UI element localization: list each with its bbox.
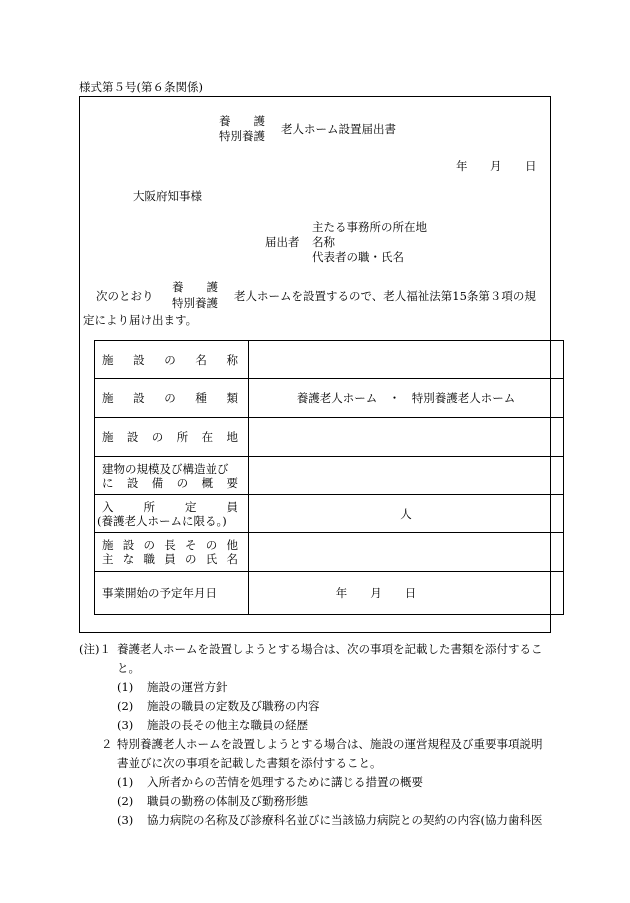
table-row: [95, 457, 564, 495]
capacity-label: 入 所 定 員 (養護老人ホームに限る。): [95, 495, 249, 533]
list-item: (2) 職員の勤務の体制及び勤務形態: [117, 794, 308, 808]
notes-section: (注)１ 養護老人ホームを設置しようとする場合は、次の事項を記載した書類を添付するこ と。 (1) 施設の運営方針 (2) 施設の職員の定数及び職務の内容 (3) 施設の長その他主な職員の経歴 ２ 特別養護老人ホームを設置しようとする場合は、施設の運営規程及び重要事項説明 書並びに次の事項を記載した書類を添付すること。 (1) 入所者からの苦情を処理するために講じる措置の概要 (2) 職員の勤務の体制及び勤務形態 (3) 協力病院の名称及び診療科名並びに当該協力病院との契約の内容(協力歯科医: [79, 640, 559, 830]
applicant-label: 届出者: [265, 235, 300, 249]
addressee: 大阪府知事様: [133, 189, 202, 203]
title-option-special-nursing: 特別養護: [219, 129, 265, 143]
list-item: (2) 施設の職員の定数及び職務の内容: [117, 699, 320, 713]
title-option-nursing: 養 護: [219, 114, 265, 128]
building-scale-label: 建物の規模及び構造並び に 設 備 の 概 要: [95, 457, 249, 495]
body-text-post: 老人ホームを設置するので、老人福祉法第15条第３項の規: [234, 289, 536, 303]
building-scale-field[interactable]: [249, 457, 564, 495]
start-date-value[interactable]: 年 月 日: [249, 572, 564, 615]
list-item: (3) 協力病院の名称及び診療科名並びに当該協力病院との契約の内容(協力歯科医: [117, 813, 543, 827]
facility-location-label: 施 設 の 所 在 地: [95, 418, 249, 457]
form-number: 様式第５号(第６条関係): [79, 80, 203, 94]
table-row: [95, 341, 564, 379]
list-item: (1) 施設の運営方針: [117, 680, 228, 694]
facility-name-label: 施 設 の 名 称: [95, 341, 249, 379]
body-option-nursing: 養 護: [172, 280, 218, 294]
facility-type-label: 施 設 の 種 類: [95, 379, 249, 418]
facility-name-field[interactable]: [249, 341, 564, 379]
table-row: [95, 495, 564, 533]
list-item: (1) 入所者からの苦情を処理するために講じる措置の概要: [117, 775, 423, 789]
note-1: (注)１ 養護老人ホームを設置しようとする場合は、次の事項を記載した書類を添付するこ: [79, 642, 543, 656]
body-option-special-nursing: 特別養護: [172, 296, 218, 310]
applicant-name-label: 名称: [312, 235, 335, 249]
director-staff-field[interactable]: [249, 533, 564, 572]
document-title: 老人ホーム設置届出書: [281, 122, 396, 136]
facility-location-field[interactable]: [249, 418, 564, 457]
facility-info-table: [94, 340, 564, 615]
date-month: 月: [490, 159, 502, 173]
date-day: 日: [525, 159, 537, 173]
note-2: ２ 特別養護老人ホームを設置しようとする場合は、施設の運営規程及び重要事項説明: [101, 737, 543, 751]
applicant-office-address-label: 主たる事務所の所在地: [312, 220, 427, 234]
facility-type-value[interactable]: 養護老人ホーム ・ 特別養護老人ホーム: [249, 379, 564, 418]
capacity-value[interactable]: 人: [249, 495, 564, 533]
director-staff-label: 施 設 の 長 そ の 他 主 な 職 員 の 氏 名: [95, 533, 249, 572]
start-date-label: 事業開始の予定年月日: [95, 572, 249, 615]
table-row: [95, 533, 564, 572]
applicant-representative-label: 代表者の職・氏名: [312, 250, 404, 264]
table-row: [95, 572, 564, 615]
date-year: 年: [456, 159, 468, 173]
table-row: [95, 418, 564, 457]
body-text-pre: 次のとおり: [96, 289, 154, 303]
list-item: (3) 施設の長その他主な職員の経歴: [117, 718, 308, 732]
table-row: [95, 379, 564, 418]
body-text-line2: 定により届け出ます。: [83, 313, 198, 327]
